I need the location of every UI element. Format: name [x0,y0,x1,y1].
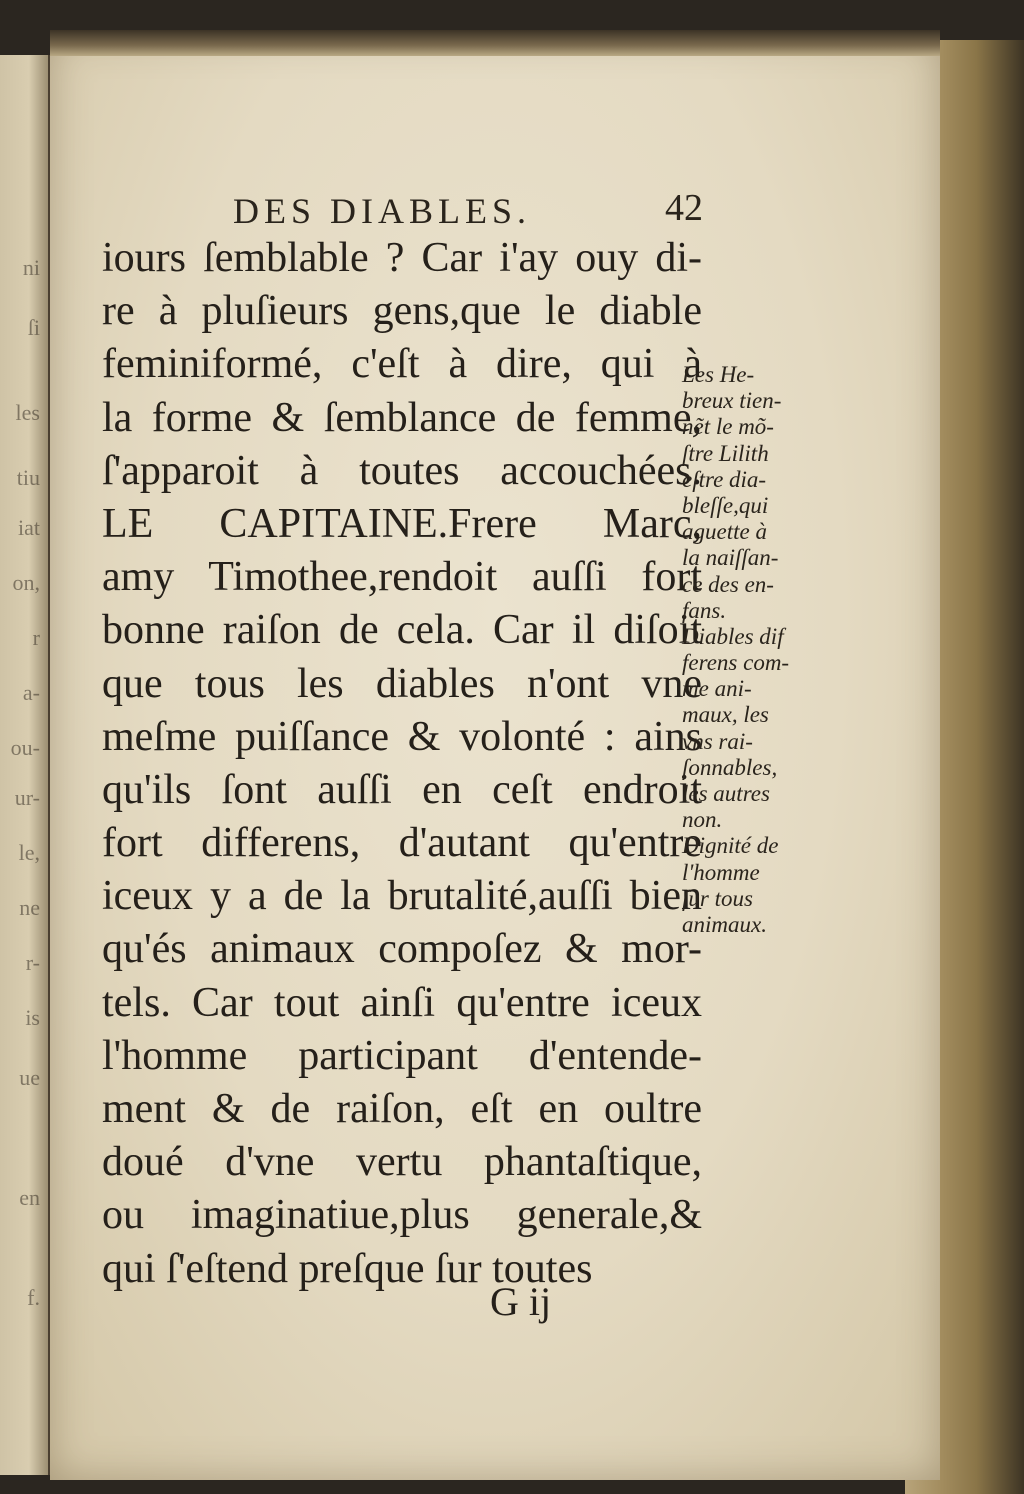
marginal-note-line: bleſſe,qui [682,492,769,518]
text-line: re à pluſieurs gens,que le diable [102,288,702,335]
facing-page-fragment: is [25,1005,40,1030]
marginal-note-line: breux tien- [682,388,782,414]
marginal-note-line: me ani- [682,676,752,702]
top-binding-edge [50,30,940,56]
text-line: que tous les diables n'ont vne [102,660,702,707]
facing-page-fragment: iat [18,515,40,540]
text-line: tels. Car tout ainſi qu'entre iceux [102,979,702,1026]
facing-page-fragment: ue [19,1065,40,1090]
marginal-note-line: non. [682,807,723,833]
facing-page-fragment: les [15,400,40,425]
facing-page-fragment: ni [22,255,40,280]
text-line: la forme & ſemblance de femme, [102,394,702,441]
facing-page-edge [0,55,51,1475]
facing-page-fragment: en [19,1185,40,1210]
text-line: ment & de raiſon, eſt en oultre [102,1086,702,1132]
marginal-note-line: ſtre Lilith [682,440,769,466]
text-line: meſme puiſſance & volonté : ains [102,713,702,760]
facing-page-fragment: r [32,625,40,650]
facing-page-fragment: a- [22,680,40,705]
marginal-note-line: la naiſſan- [682,545,779,571]
facing-page-fragment: ne [19,895,40,920]
facing-page-fragment: le, [18,840,40,865]
text-line: l'homme participant d'entende- [102,1032,702,1079]
marginal-note-line: Les He- [682,362,755,387]
marginal-note-line: fans. [682,597,727,623]
text-line: qui ſ'eſtend preſque ſur toutes [102,1245,593,1292]
marginal-note-line: ferens com- [682,650,790,676]
marginal-note-line: Dignité de [682,833,779,859]
marginal-note-line: animaux. [682,911,767,937]
text-line: amy Timothee,rendoit auſſi fort [102,554,702,601]
facing-page-fragment: ou- [10,735,40,760]
text-line: doué d'vne vertu phantaſtique, [102,1139,702,1186]
text-line: fort differens, d'autant qu'entre [102,820,702,867]
running-title: DES DIABLES. [233,191,532,231]
facing-page-fragment: f. [27,1285,40,1310]
marginal-note-line: Diables dif [682,623,784,649]
facing-page-fragment: on, [12,570,40,595]
page-header [233,187,703,231]
text-line: qu'és animaux compoſez & mor- [102,926,702,973]
marginal-note-line: aguette à [682,519,767,545]
facing-page-fragment: ſi [27,315,40,340]
marginal-note-line: ſur tous [682,885,753,911]
facing-page-fragment: ur- [14,785,40,810]
text-line: qu'ils ſont auſſi en ceſt endroit [102,766,702,813]
facing-page-fragment: tiu [16,465,40,490]
body-text [102,232,702,1296]
facing-page-fragment: r- [25,950,40,975]
signature-mark: G ij [490,1279,552,1324]
text-line: ou imaginatiue,plus generale,& [102,1192,702,1239]
marginal-note-line: l'homme [682,859,760,885]
marginal-note-line: nẽt le mõ- [682,414,774,440]
page-number: 42 [665,187,703,229]
text-line: iceux y a de la brutalité,auſſi bien [102,873,702,920]
marginal-note-line: maux, les [682,702,769,728]
marginal-note-line: ſonnables, [682,754,778,780]
text-line: ſ'apparoit à toutes accouchées. [102,447,702,494]
marginal-note-line: ce des en- [682,571,774,597]
text-line: feminiformé, c'eſt à dire, qui à [102,341,702,388]
text-line: LE CAPITAINE.Frere Marc, [102,500,702,547]
text-line: iours ſemblable ? Car i'ay ouy di- [102,235,702,281]
marginal-note-line: vns rai- [682,728,753,754]
marginal-notes [682,362,832,938]
marginal-note-line: les autres [682,781,770,806]
text-line: bonne raiſon de cela. Car il diſoit [102,607,702,654]
marginal-note-line: eſtre dia- [682,466,767,492]
